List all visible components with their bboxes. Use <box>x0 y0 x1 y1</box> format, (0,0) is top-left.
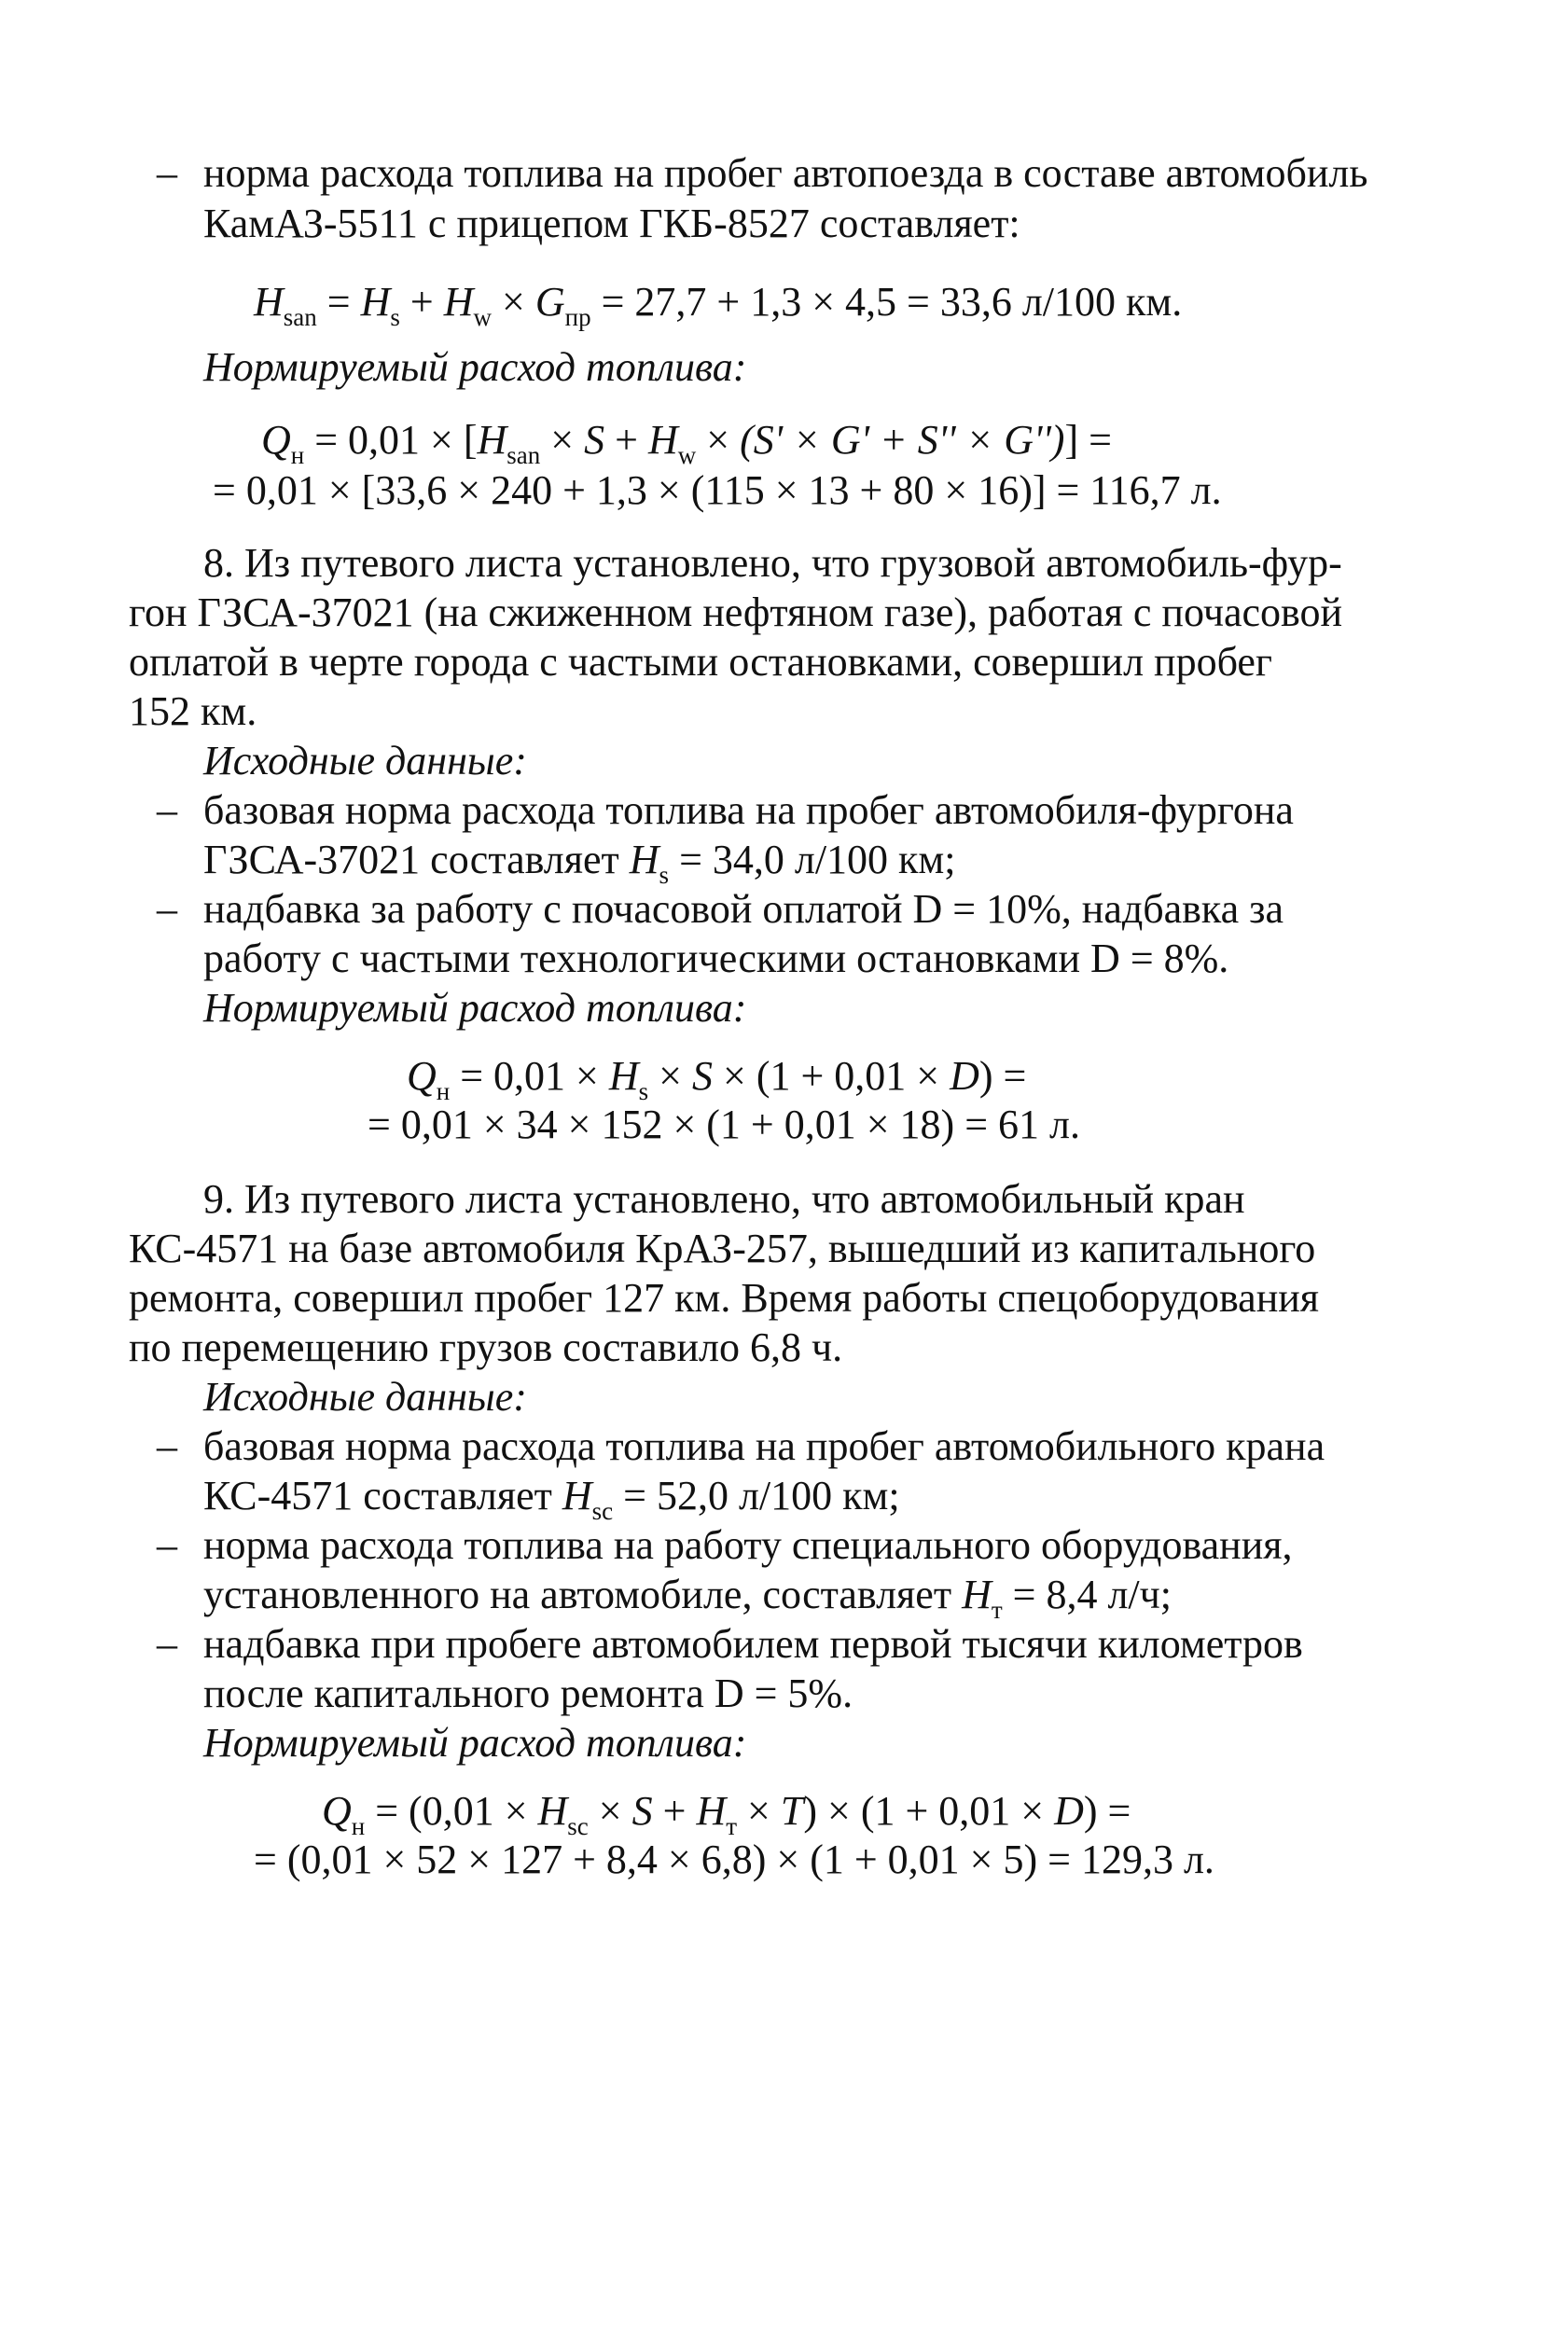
symbol: Q <box>407 1053 437 1099</box>
text: базовая норма расхода топлива на пробег автомобильного крана <box>203 1423 1325 1469</box>
operator: + <box>399 279 444 325</box>
text: 8. Из путевого листа установлено, что грузовой автомобиль-фур- <box>203 540 1342 586</box>
text: установленного на автомобиле, составляет <box>203 1572 963 1617</box>
subscript: sc <box>567 1812 589 1840</box>
symbol: H <box>962 1572 992 1617</box>
operator: + <box>652 1788 697 1834</box>
bullet-dash: – <box>157 150 177 196</box>
bullet-dash: – <box>157 787 177 833</box>
subscript: s <box>659 861 670 889</box>
symbol: Q <box>322 1788 352 1834</box>
operator: = (0,01 × <box>365 1788 538 1834</box>
symbol: H <box>537 1788 568 1834</box>
operator: × <box>492 279 535 325</box>
symbol: S <box>584 417 605 463</box>
operator: = <box>316 279 361 325</box>
operator: × <box>540 417 585 463</box>
symbol: D <box>1054 1788 1084 1834</box>
bullet-dash: – <box>157 1522 177 1568</box>
symbol: H <box>647 417 678 463</box>
text: КС-4571 составляет <box>203 1473 562 1518</box>
symbol: H <box>477 417 507 463</box>
symbol: H <box>360 279 391 325</box>
operator: × (1 + 0,01 × <box>713 1053 951 1099</box>
operator: × <box>737 1788 781 1834</box>
symbol: H <box>254 279 284 325</box>
text-line: оплатой в черте города с частыми остановками, совершил пробег <box>129 639 1272 685</box>
bullet-line <box>157 1422 1325 1471</box>
symbol: S <box>631 1788 653 1834</box>
symbol: H <box>562 1473 592 1518</box>
text-line: 9. Из путевого листа установлено, что автомобильный кран <box>203 1176 1245 1222</box>
symbol: G <box>534 279 565 325</box>
bullet-line <box>157 786 1294 835</box>
subscript: н <box>290 441 305 469</box>
text-line: по перемещению грузов составило 6,8 ч. <box>129 1324 843 1370</box>
operator: = 0,01 × <box>450 1053 609 1099</box>
section-heading: Исходные данные: <box>203 738 527 783</box>
operator: × <box>648 1053 692 1099</box>
subscript: w <box>473 303 493 331</box>
bullet-dash: – <box>157 1423 177 1469</box>
subscript: san <box>283 303 317 331</box>
operator: ) = <box>1083 1788 1131 1834</box>
formula-line: = (0,01 × 52 × 127 + 8,4 × 6,8) × (1 + 0,01 × 5) = 129,3 л. <box>254 1837 1214 1882</box>
subscript: т <box>726 1812 738 1840</box>
operator: = 0,01 × [ <box>304 417 478 463</box>
symbol: H <box>696 1788 727 1834</box>
text-line <box>203 539 1342 588</box>
text-line: после капитального ремонта D = 5%. <box>203 1671 853 1716</box>
bullet-line <box>157 1620 1303 1669</box>
subscript: т <box>991 1596 1003 1624</box>
text-line: ремонта, совершил пробег 127 км. Время работы спецоборудования <box>129 1275 1320 1321</box>
symbol: Q <box>261 417 291 463</box>
bullet-dash: – <box>157 886 177 932</box>
text-line: КС-4571 на базе автомобиля КрАЗ-257, вышедший из капитального <box>129 1226 1316 1271</box>
subscript: w <box>677 441 697 469</box>
operator: ) = <box>978 1053 1027 1099</box>
text-line: КамАЗ-5511 с прицепом ГКБ-8527 составляет: <box>203 201 1020 246</box>
operator: × <box>588 1788 632 1834</box>
symbol: H <box>629 837 659 882</box>
symbol: H <box>443 279 474 325</box>
text: = 8,4 л/ч; <box>1002 1572 1173 1617</box>
section-heading: Нормируемый расход топлива: <box>203 985 747 1031</box>
bullet-line <box>157 885 1284 934</box>
text-line: 152 км. <box>129 688 257 734</box>
symbol-group: (S' × G' + S'' × G'') <box>740 417 1065 463</box>
bullet-line <box>157 1521 1293 1570</box>
operator: × <box>696 417 741 463</box>
subscript: s <box>390 303 400 331</box>
subscript: пр <box>564 303 591 331</box>
subscript: s <box>638 1077 649 1105</box>
section-heading: Нормируемый расход топлива: <box>203 1720 747 1766</box>
bullet-line <box>157 149 1368 198</box>
operator: ] = <box>1064 417 1112 463</box>
bullet-dash: – <box>157 1621 177 1667</box>
operator: ) × (1 + 0,01 × <box>803 1788 1055 1834</box>
text-line: работу с частыми технологическими остановками D = 8%. <box>203 936 1229 981</box>
subscript: н <box>351 1812 366 1840</box>
symbol: T <box>780 1788 804 1834</box>
symbol: H <box>608 1053 639 1099</box>
text: норма расхода топлива на пробег автопоезда в составе автомобиль <box>203 150 1368 196</box>
operator: + <box>604 417 648 463</box>
subscript: sc <box>591 1497 614 1525</box>
text: ГЗСА-37021 составляет <box>203 837 630 882</box>
text: базовая норма расхода топлива на пробег автомобиля-фургона <box>203 787 1294 833</box>
formula-line <box>254 278 1182 341</box>
text-line: гон ГЗСА-37021 (на сжиженном нефтяном газе), работая с почасовой <box>129 589 1343 635</box>
text: = 34,0 л/100 км; <box>669 837 956 882</box>
formula-line: = 0,01 × [33,6 × 240 + 1,3 × (115 × 13 + 80 × 16)] = 116,7 л. <box>213 467 1222 513</box>
symbol: D <box>950 1053 979 1099</box>
section-heading: Исходные данные: <box>203 1374 527 1420</box>
text-line <box>203 149 1368 198</box>
text: норма расхода топлива на работу специального оборудования, <box>203 1522 1293 1568</box>
subscript: н <box>436 1077 451 1105</box>
text: надбавка при пробеге автомобилем первой тысячи километров <box>203 1621 1303 1667</box>
symbol: S <box>692 1053 713 1099</box>
formula-result: = 27,7 + 1,3 × 4,5 = 33,6 л/100 км. <box>590 279 1183 325</box>
subscript: san <box>506 441 541 469</box>
formula-line: = 0,01 × 34 × 152 × (1 + 0,01 × 18) = 61 л. <box>368 1102 1080 1147</box>
text: = 52,0 л/100 км; <box>613 1473 900 1518</box>
section-heading: Нормируемый расход топлива: <box>203 344 747 390</box>
text: надбавка за работу с почасовой оплатой D = 10%, надбавка за <box>203 886 1284 932</box>
